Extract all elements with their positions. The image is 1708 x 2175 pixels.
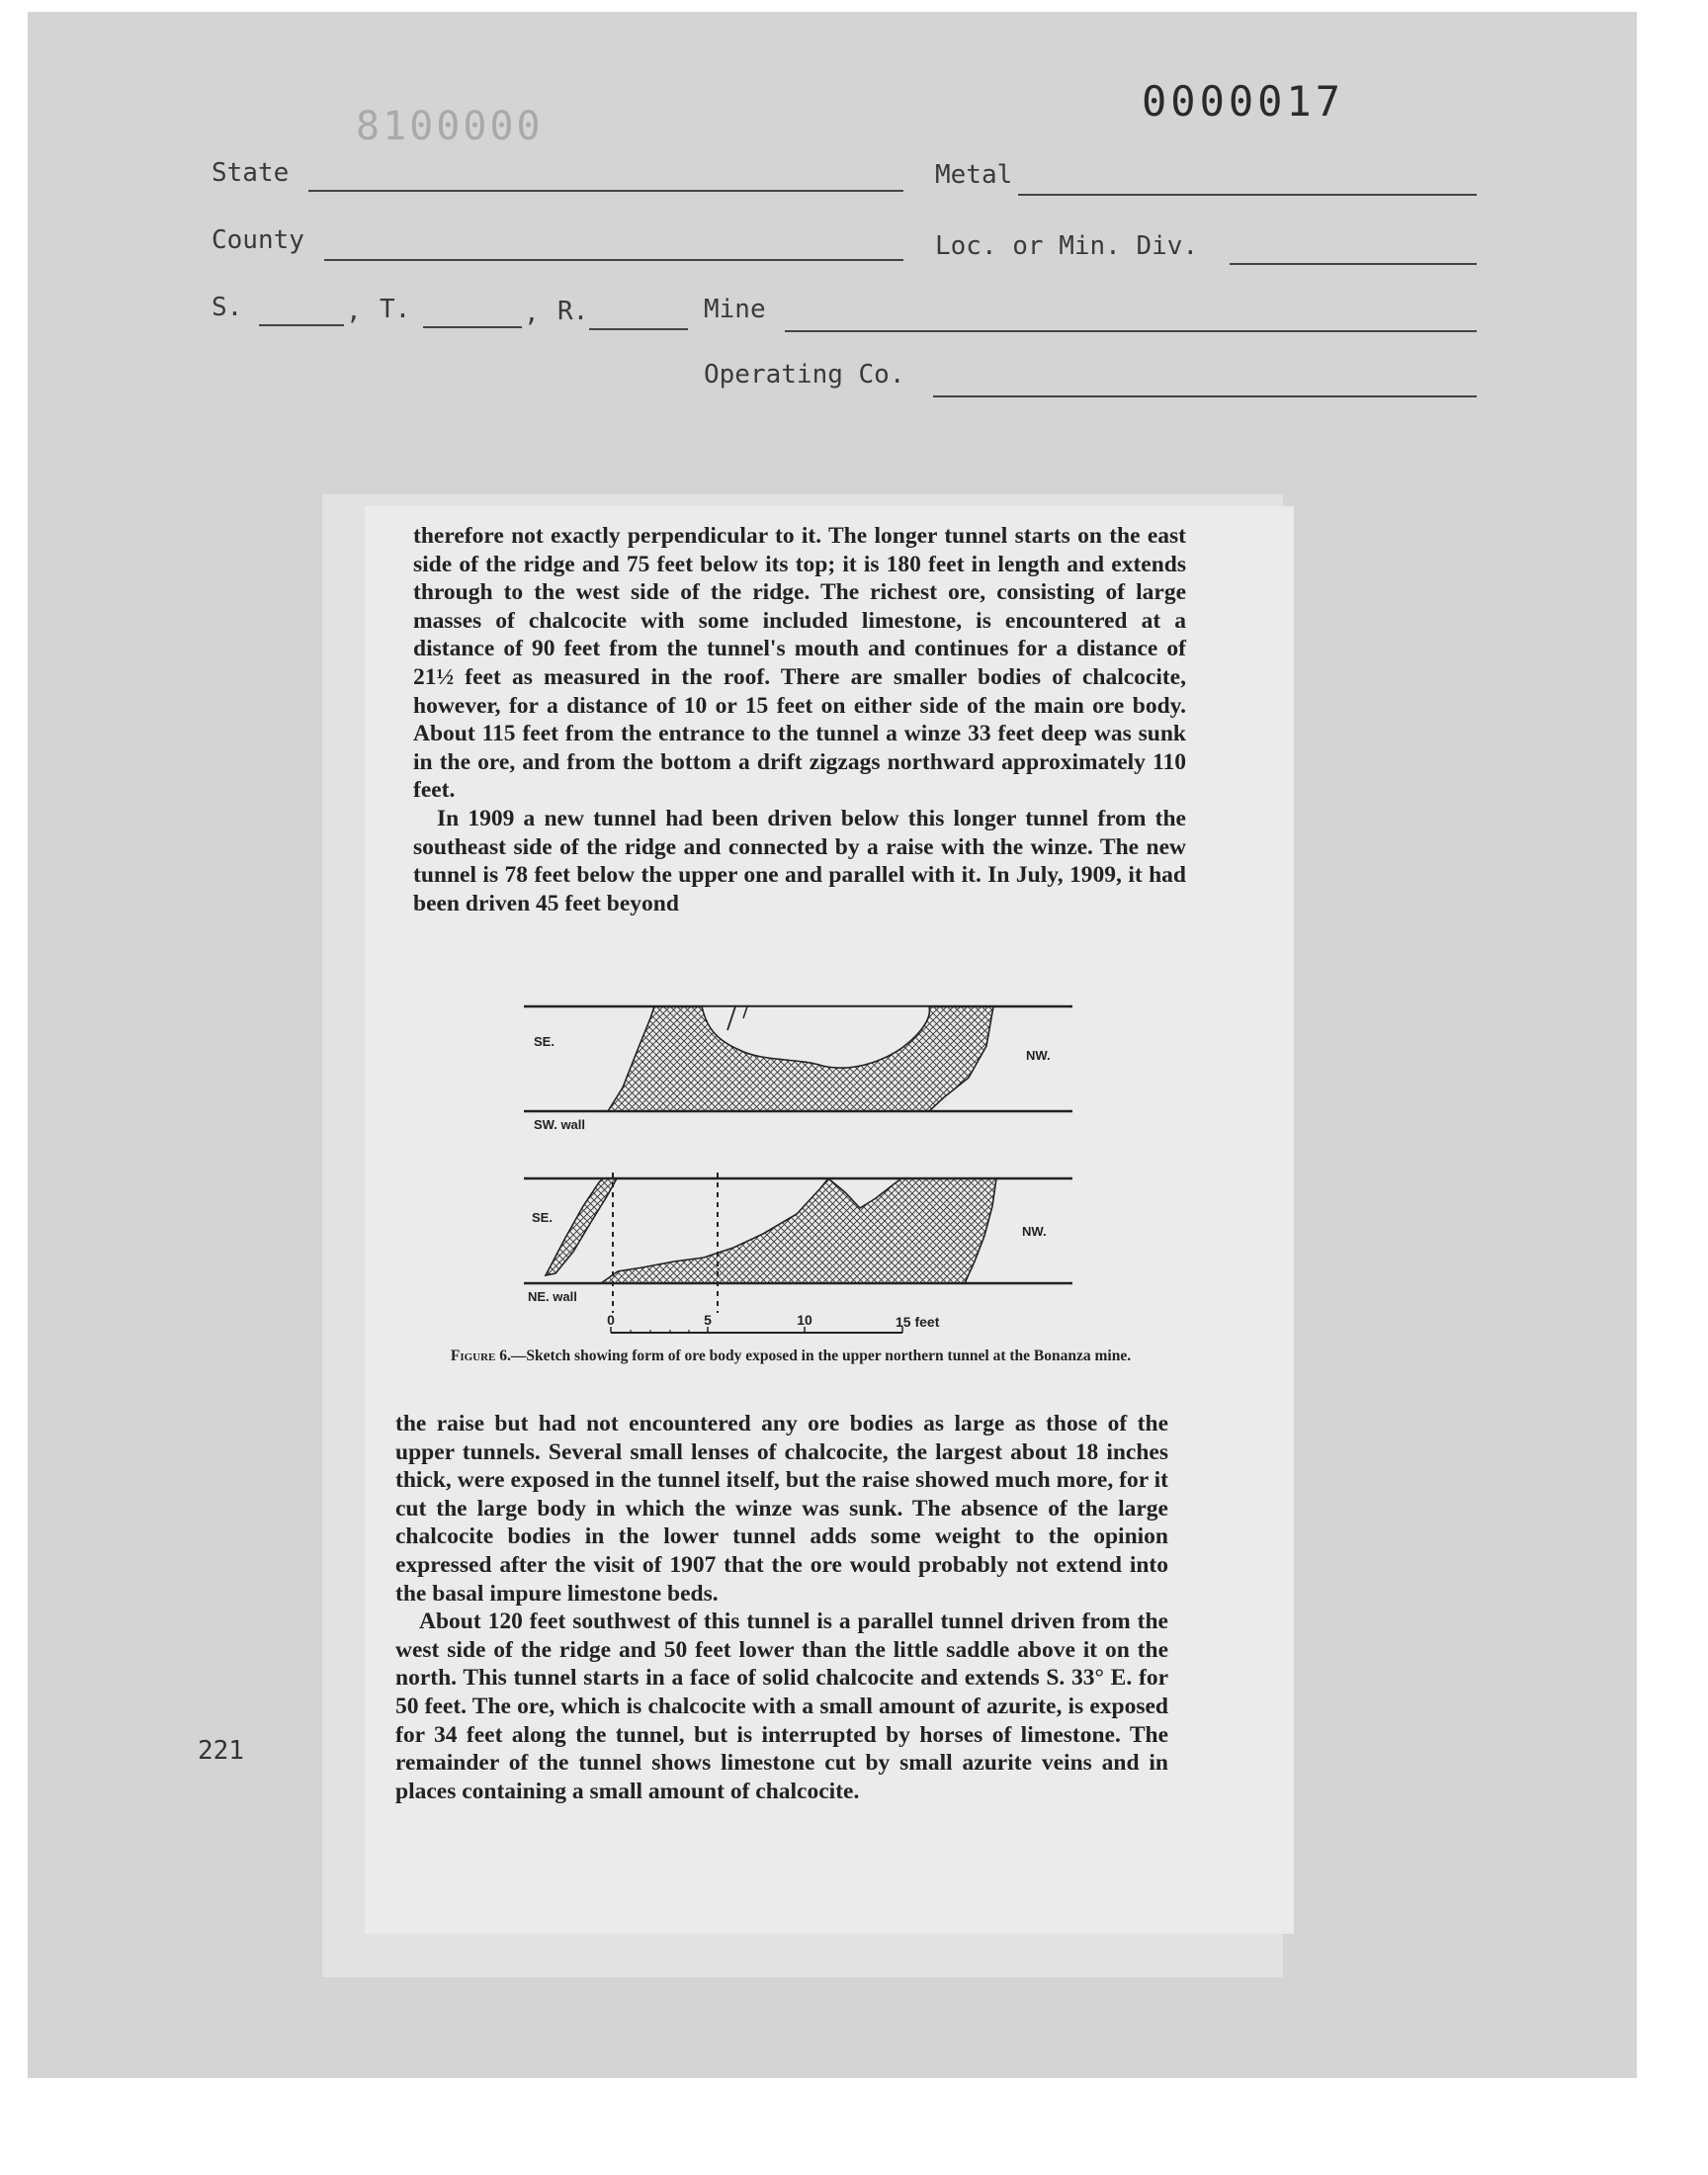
lower-se-label: SE. — [532, 1210, 553, 1225]
location-field[interactable] — [1230, 263, 1477, 265]
operating-co-label: Operating Co. — [704, 360, 905, 390]
ore-body-sketch — [504, 979, 1097, 1343]
lower-nw-label: NW. — [1022, 1224, 1047, 1239]
upper-nw-label: NW. — [1026, 1048, 1051, 1063]
clipping-text-top — [413, 522, 1186, 917]
location-label: Loc. or Min. Div. — [935, 231, 1199, 261]
figure-caption-text: —Sketch showing form of ore body exposed in the upper northern tunnel at the Bonanza mine. — [510, 1348, 1132, 1364]
state-label: State — [212, 158, 290, 188]
paragraph-3: the raise but had not encountered any ore bodies as large as those of the upper tunnels. Several small lenses of chalcocite, the largest about 18 inches thick, were exposed in the tunnel itself, but the raise showed much more, for it cut the large body in which the winze was sunk. The absence of the large chalcocite bodies in the lower tunnel adds some weight to the opinion expressed after the visit of 1907 that the ore would probably not extend into the basal impure limestone beds. — [395, 1411, 1168, 1607]
township-label: T. — [380, 295, 411, 324]
sw-wall-label: SW. wall — [534, 1117, 586, 1132]
county-label: County — [212, 225, 304, 255]
clipping-text-bottom — [395, 1410, 1168, 1805]
ne-wall-label: NE. wall — [528, 1289, 577, 1304]
mine-field[interactable] — [785, 330, 1477, 332]
township-field[interactable] — [423, 326, 522, 328]
figure-caption — [395, 1347, 1186, 1365]
scale-label-0: 0 — [607, 1312, 615, 1328]
page-number: 221 — [198, 1736, 244, 1766]
paragraph-4: About 120 feet southwest of this tunnel is a parallel tunnel driven from the west side of the ridge and 50 feet lower than the little saddle above it on the north. This tunnel starts in a face of solid chalcocite and extends S. 33° E. for 50 feet. The ore, which is chalcocite with a small amount of azurite, is exposed for 34 feet along the tunnel, but is interrupted by horses of limestone. The remainder of the tunnel shows limestone cut by small azurite veins and in places containing a small amount of chalcocite. — [395, 1609, 1168, 1804]
figure-caption-label: Figure 6. — [450, 1348, 511, 1364]
upper-se-label: SE. — [534, 1034, 555, 1049]
mine-label: Mine — [704, 295, 766, 324]
lower-ore-body — [601, 1178, 996, 1283]
serial-number: 0000017 — [1142, 77, 1345, 126]
paragraph-2: In 1909 a new tunnel had been driven below this longer tunnel from the southeast side of the ridge and connected by a raise with the winze. The new tunnel is 78 feet below the upper one and parallel with it. In July, 1909, it had been driven 45 feet beyond — [413, 805, 1186, 916]
range-label: R. — [557, 297, 589, 326]
section-field[interactable] — [259, 324, 344, 326]
separator-2: , — [524, 299, 540, 328]
paragraph-1: therefore not exactly perpendicular to it. The longer tunnel starts on the east side of the ridge and 75 feet below its top; it is 180 feet in length and extends through to the west side of the ridge. The richest ore, consisting of large masses of chalcocite with some included limestone, is encountered at a distance of 90 feet from the tunnel's mouth and continues for a distance of 21½ feet as measured in the roof. There are smaller bodies of chalcocite, however, for a distance of 10 or 15 feet on either side of the main ore body. About 115 feet from the entrance to the tunnel a winze 33 feet deep was sunk in the ore, and from the bottom a drift zigzags northward approximately 110 feet. — [413, 523, 1186, 804]
metal-field[interactable] — [1018, 194, 1477, 196]
faint-stamp-number: 8100000 — [356, 104, 544, 149]
separator-1: , — [346, 297, 362, 326]
operating-co-field[interactable] — [933, 395, 1477, 397]
scale-label-5: 5 — [704, 1312, 712, 1328]
scale-label-15-feet: 15 feet — [896, 1314, 940, 1330]
state-field[interactable] — [308, 190, 903, 192]
county-field[interactable] — [324, 259, 903, 261]
scale-label-10: 10 — [797, 1312, 812, 1328]
section-label: S. — [212, 293, 243, 322]
range-field[interactable] — [589, 328, 688, 330]
lower-ore-streak — [546, 1178, 617, 1275]
metal-label: Metal — [935, 160, 1013, 190]
